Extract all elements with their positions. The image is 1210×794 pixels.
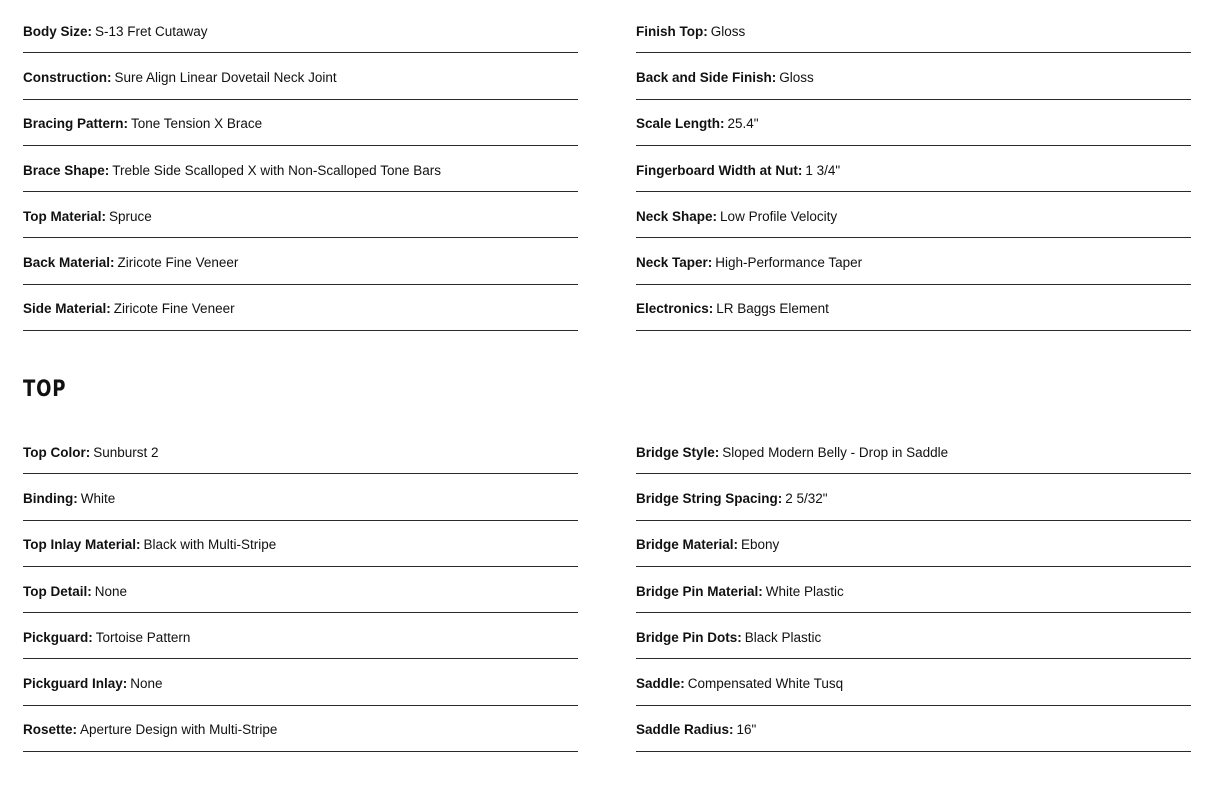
- spec-value: 16": [736, 722, 757, 738]
- spec-value: Tortoise Pattern: [95, 629, 191, 645]
- spec-value: Ziricote Fine Veneer: [117, 255, 239, 271]
- spec-value: 1 3/4": [805, 162, 841, 178]
- top-specs-left-column: [23, 429, 578, 752]
- spec-label: Body Size:: [23, 23, 93, 39]
- spec-value: Spruce: [109, 208, 152, 224]
- spec-label: Bridge String Spacing:: [636, 490, 783, 506]
- spec-row-scale-length: [636, 101, 1191, 146]
- spec-value: LR Baggs Element: [716, 301, 829, 317]
- spec-row-pickguard-inlay: [23, 660, 578, 705]
- spec-value: Compensated White Tusq: [687, 676, 844, 692]
- spec-label: Bracing Pattern:: [23, 116, 129, 132]
- spec-label: Back Material:: [23, 255, 115, 271]
- spec-value: 25.4": [727, 116, 759, 132]
- top-specs-section: [23, 372, 1191, 752]
- spec-label: Scale Length:: [636, 116, 725, 132]
- spec-label: Saddle Radius:: [636, 722, 734, 738]
- spec-row-saddle: [636, 660, 1191, 705]
- spec-row-binding: [23, 475, 578, 520]
- spec-row-side-material: [23, 286, 578, 331]
- spec-label: Bridge Style:: [636, 444, 720, 460]
- spec-row-top-inlay-material: [23, 522, 578, 567]
- spec-row-back-material: [23, 239, 578, 284]
- spec-value: Sure Align Linear Dovetail Neck Joint: [114, 69, 337, 85]
- spec-row-bracing-pattern: [23, 101, 578, 146]
- spec-row-saddle-radius: [636, 707, 1191, 752]
- spec-value: Ebony: [741, 537, 780, 553]
- spec-label: Finish Top:: [636, 23, 708, 39]
- spec-value: None: [94, 583, 128, 599]
- spec-value: Treble Side Scalloped X with Non-Scalloped Tone Bars: [112, 162, 441, 178]
- spec-row-bridge-material: [636, 522, 1191, 567]
- spec-value: Low Profile Velocity: [720, 208, 838, 224]
- spec-row-body-size: [23, 8, 578, 53]
- section-title-top: TOP: [23, 377, 67, 402]
- spec-value: White Plastic: [765, 583, 844, 599]
- spec-label: Bridge Pin Material:: [636, 583, 763, 599]
- general-specs-right-column: [636, 8, 1191, 331]
- spec-label: Top Color:: [23, 444, 91, 460]
- spec-label: Back and Side Finish:: [636, 69, 777, 85]
- spec-row-bridge-style: [636, 429, 1191, 474]
- general-specs-columns: [23, 8, 1191, 331]
- spec-row-finish-top: [636, 8, 1191, 53]
- spec-label: Pickguard:: [23, 629, 93, 645]
- spec-label: Neck Shape:: [636, 208, 718, 224]
- spec-label: Top Detail:: [23, 583, 92, 599]
- spec-row-brace-shape: [23, 147, 578, 192]
- spec-row-neck-taper: [636, 239, 1191, 284]
- spec-value: Black Plastic: [744, 629, 822, 645]
- spec-label: Saddle:: [636, 676, 685, 692]
- spec-value: Aperture Design with Multi-Stripe: [80, 722, 278, 738]
- spec-label: Top Inlay Material:: [23, 537, 141, 553]
- spec-row-bridge-pin-dots: [636, 614, 1191, 659]
- spec-row-back-side-finish: [636, 54, 1191, 99]
- top-specs-columns: [23, 429, 1191, 752]
- general-specs-section: [23, 8, 1191, 331]
- spec-label: Electronics:: [636, 301, 714, 317]
- spec-label: Neck Taper:: [636, 255, 713, 271]
- general-specs-left-column: [23, 8, 578, 331]
- top-specs-right-column: [636, 429, 1191, 752]
- spec-label: Rosette:: [23, 722, 78, 738]
- spec-value: Gloss: [710, 23, 746, 39]
- spec-value: 2 5/32": [785, 490, 828, 506]
- spec-label: Brace Shape:: [23, 162, 110, 178]
- spec-value: Tone Tension X Brace: [131, 116, 263, 132]
- spec-value: White: [80, 490, 116, 506]
- spec-row-rosette: [23, 707, 578, 752]
- spec-label: Bridge Pin Dots:: [636, 629, 742, 645]
- spec-value: High-Performance Taper: [715, 255, 863, 271]
- spec-row-bridge-string-spacing: [636, 475, 1191, 520]
- spec-row-electronics: [636, 286, 1191, 331]
- spec-row-fingerboard-width: [636, 147, 1191, 192]
- spec-value: Ziricote Fine Veneer: [113, 301, 235, 317]
- spec-label: Construction:: [23, 69, 112, 85]
- spec-value: Sloped Modern Belly - Drop in Saddle: [722, 444, 949, 460]
- spec-value: Black with Multi-Stripe: [143, 537, 277, 553]
- spec-row-neck-shape: [636, 193, 1191, 238]
- spec-row-top-material: [23, 193, 578, 238]
- spec-value: Sunburst 2: [93, 444, 159, 460]
- spec-row-top-detail: [23, 568, 578, 613]
- spec-label: Binding:: [23, 490, 78, 506]
- spec-row-pickguard: [23, 614, 578, 659]
- spec-label: Bridge Material:: [636, 537, 739, 553]
- spec-label: Fingerboard Width at Nut:: [636, 162, 803, 178]
- spec-value: S-13 Fret Cutaway: [95, 23, 208, 39]
- spec-label: Pickguard Inlay:: [23, 676, 128, 692]
- spec-row-construction: [23, 54, 578, 99]
- spec-label: Top Material:: [23, 208, 107, 224]
- spec-row-bridge-pin-material: [636, 568, 1191, 613]
- spec-value: None: [130, 676, 163, 692]
- spec-label: Side Material:: [23, 301, 111, 317]
- spec-row-top-color: [23, 429, 578, 474]
- spec-value: Gloss: [779, 69, 814, 85]
